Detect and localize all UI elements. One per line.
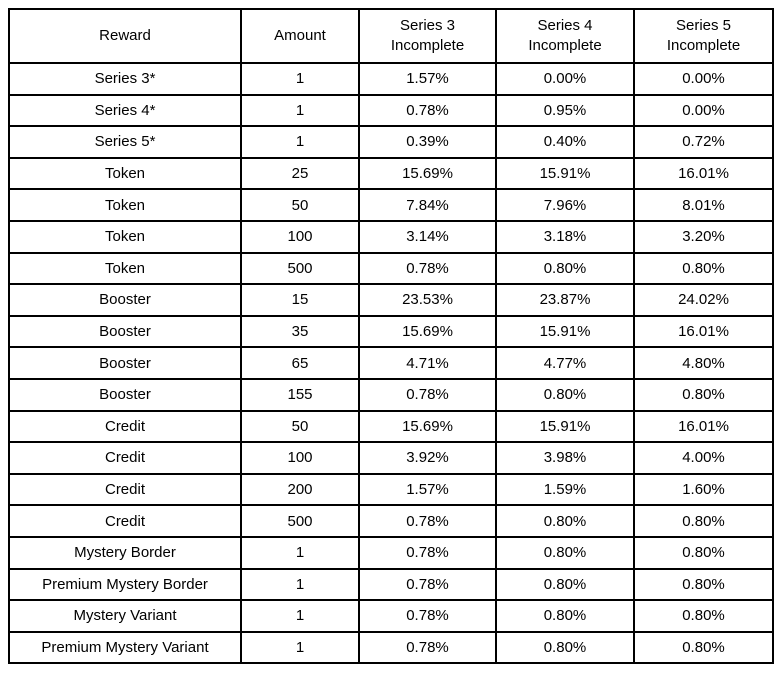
series4-odds-cell: 0.80%	[496, 632, 634, 664]
table-row	[9, 316, 773, 348]
table-body	[9, 63, 773, 663]
table-row	[9, 158, 773, 190]
reward-cell: Premium Mystery Variant	[9, 632, 241, 664]
reward-cell: Booster	[9, 284, 241, 316]
series3-odds-cell: 0.39%	[359, 126, 496, 158]
series3-odds-cell: 0.78%	[359, 379, 496, 411]
column-header-reward: Reward	[9, 9, 241, 63]
column-header-series4-incomplete: Series 4 Incomplete	[496, 9, 634, 63]
series3-odds-cell: 0.78%	[359, 632, 496, 664]
reward-cell: Premium Mystery Border	[9, 569, 241, 601]
series5-odds-cell: 1.60%	[634, 474, 773, 506]
reward-cell: Token	[9, 158, 241, 190]
reward-cell: Booster	[9, 316, 241, 348]
series5-odds-cell: 0.00%	[634, 63, 773, 95]
amount-cell: 500	[241, 253, 359, 285]
reward-cell: Series 5*	[9, 126, 241, 158]
table-row	[9, 347, 773, 379]
table-row	[9, 600, 773, 632]
series5-odds-cell: 0.00%	[634, 95, 773, 127]
series4-odds-cell: 0.80%	[496, 600, 634, 632]
series4-odds-cell: 0.80%	[496, 505, 634, 537]
series5-odds-cell: 8.01%	[634, 189, 773, 221]
amount-cell: 1	[241, 537, 359, 569]
series4-odds-cell: 0.00%	[496, 63, 634, 95]
table-row	[9, 411, 773, 443]
table-row	[9, 474, 773, 506]
series4-odds-cell: 15.91%	[496, 411, 634, 443]
table-row	[9, 253, 773, 285]
reward-odds-table	[8, 8, 774, 664]
amount-cell: 15	[241, 284, 359, 316]
table-row	[9, 221, 773, 253]
series5-odds-cell: 0.80%	[634, 505, 773, 537]
series5-odds-cell: 0.80%	[634, 632, 773, 664]
table-row	[9, 632, 773, 664]
amount-cell: 25	[241, 158, 359, 190]
table-row	[9, 189, 773, 221]
series3-odds-cell: 7.84%	[359, 189, 496, 221]
series5-odds-cell: 0.80%	[634, 253, 773, 285]
column-header-amount: Amount	[241, 9, 359, 63]
series3-odds-cell: 3.14%	[359, 221, 496, 253]
series3-odds-cell: 15.69%	[359, 158, 496, 190]
amount-cell: 1	[241, 126, 359, 158]
table-row	[9, 505, 773, 537]
series5-odds-cell: 3.20%	[634, 221, 773, 253]
reward-cell: Token	[9, 221, 241, 253]
amount-cell: 200	[241, 474, 359, 506]
series3-odds-cell: 0.78%	[359, 600, 496, 632]
series5-odds-cell: 4.00%	[634, 442, 773, 474]
series5-odds-cell: 0.80%	[634, 600, 773, 632]
series4-odds-cell: 15.91%	[496, 316, 634, 348]
series3-odds-cell: 1.57%	[359, 474, 496, 506]
column-header-series5-incomplete: Series 5 Incomplete	[634, 9, 773, 63]
series3-odds-cell: 15.69%	[359, 316, 496, 348]
reward-cell: Series 4*	[9, 95, 241, 127]
reward-cell: Series 3*	[9, 63, 241, 95]
column-header-series3-incomplete: Series 3 Incomplete	[359, 9, 496, 63]
series3-odds-cell: 3.92%	[359, 442, 496, 474]
series4-odds-cell: 1.59%	[496, 474, 634, 506]
reward-cell: Token	[9, 189, 241, 221]
series4-odds-cell: 15.91%	[496, 158, 634, 190]
series4-odds-cell: 0.80%	[496, 537, 634, 569]
series3-odds-cell: 15.69%	[359, 411, 496, 443]
amount-cell: 1	[241, 63, 359, 95]
series5-odds-cell: 4.80%	[634, 347, 773, 379]
header-row	[9, 9, 773, 63]
series5-odds-cell: 0.72%	[634, 126, 773, 158]
series3-odds-cell: 0.78%	[359, 537, 496, 569]
reward-cell: Booster	[9, 347, 241, 379]
reward-cell: Credit	[9, 442, 241, 474]
amount-cell: 50	[241, 189, 359, 221]
amount-cell: 35	[241, 316, 359, 348]
series4-odds-cell: 0.80%	[496, 253, 634, 285]
table-row	[9, 569, 773, 601]
series4-odds-cell: 23.87%	[496, 284, 634, 316]
series3-odds-cell: 0.78%	[359, 253, 496, 285]
amount-cell: 50	[241, 411, 359, 443]
series5-odds-cell: 0.80%	[634, 379, 773, 411]
amount-cell: 100	[241, 221, 359, 253]
amount-cell: 1	[241, 632, 359, 664]
series3-odds-cell: 0.78%	[359, 95, 496, 127]
series5-odds-cell: 0.80%	[634, 537, 773, 569]
series4-odds-cell: 7.96%	[496, 189, 634, 221]
series4-odds-cell: 4.77%	[496, 347, 634, 379]
table-row	[9, 95, 773, 127]
reward-cell: Token	[9, 253, 241, 285]
reward-cell: Booster	[9, 379, 241, 411]
amount-cell: 100	[241, 442, 359, 474]
series4-odds-cell: 3.18%	[496, 221, 634, 253]
series5-odds-cell: 16.01%	[634, 316, 773, 348]
series5-odds-cell: 0.80%	[634, 569, 773, 601]
amount-cell: 65	[241, 347, 359, 379]
series4-odds-cell: 0.95%	[496, 95, 634, 127]
series5-odds-cell: 16.01%	[634, 411, 773, 443]
series3-odds-cell: 1.57%	[359, 63, 496, 95]
series3-odds-cell: 0.78%	[359, 569, 496, 601]
series4-odds-cell: 0.80%	[496, 569, 634, 601]
amount-cell: 1	[241, 95, 359, 127]
reward-cell: Mystery Variant	[9, 600, 241, 632]
reward-cell: Credit	[9, 474, 241, 506]
table-row	[9, 126, 773, 158]
series4-odds-cell: 0.40%	[496, 126, 634, 158]
series4-odds-cell: 0.80%	[496, 379, 634, 411]
table-row	[9, 284, 773, 316]
amount-cell: 1	[241, 600, 359, 632]
series3-odds-cell: 4.71%	[359, 347, 496, 379]
table-row	[9, 537, 773, 569]
series5-odds-cell: 16.01%	[634, 158, 773, 190]
amount-cell: 1	[241, 569, 359, 601]
table-row	[9, 63, 773, 95]
reward-cell: Credit	[9, 411, 241, 443]
series5-odds-cell: 24.02%	[634, 284, 773, 316]
reward-cell: Mystery Border	[9, 537, 241, 569]
amount-cell: 155	[241, 379, 359, 411]
series4-odds-cell: 3.98%	[496, 442, 634, 474]
amount-cell: 500	[241, 505, 359, 537]
series3-odds-cell: 0.78%	[359, 505, 496, 537]
reward-cell: Credit	[9, 505, 241, 537]
table-row	[9, 379, 773, 411]
series3-odds-cell: 23.53%	[359, 284, 496, 316]
table-row	[9, 442, 773, 474]
